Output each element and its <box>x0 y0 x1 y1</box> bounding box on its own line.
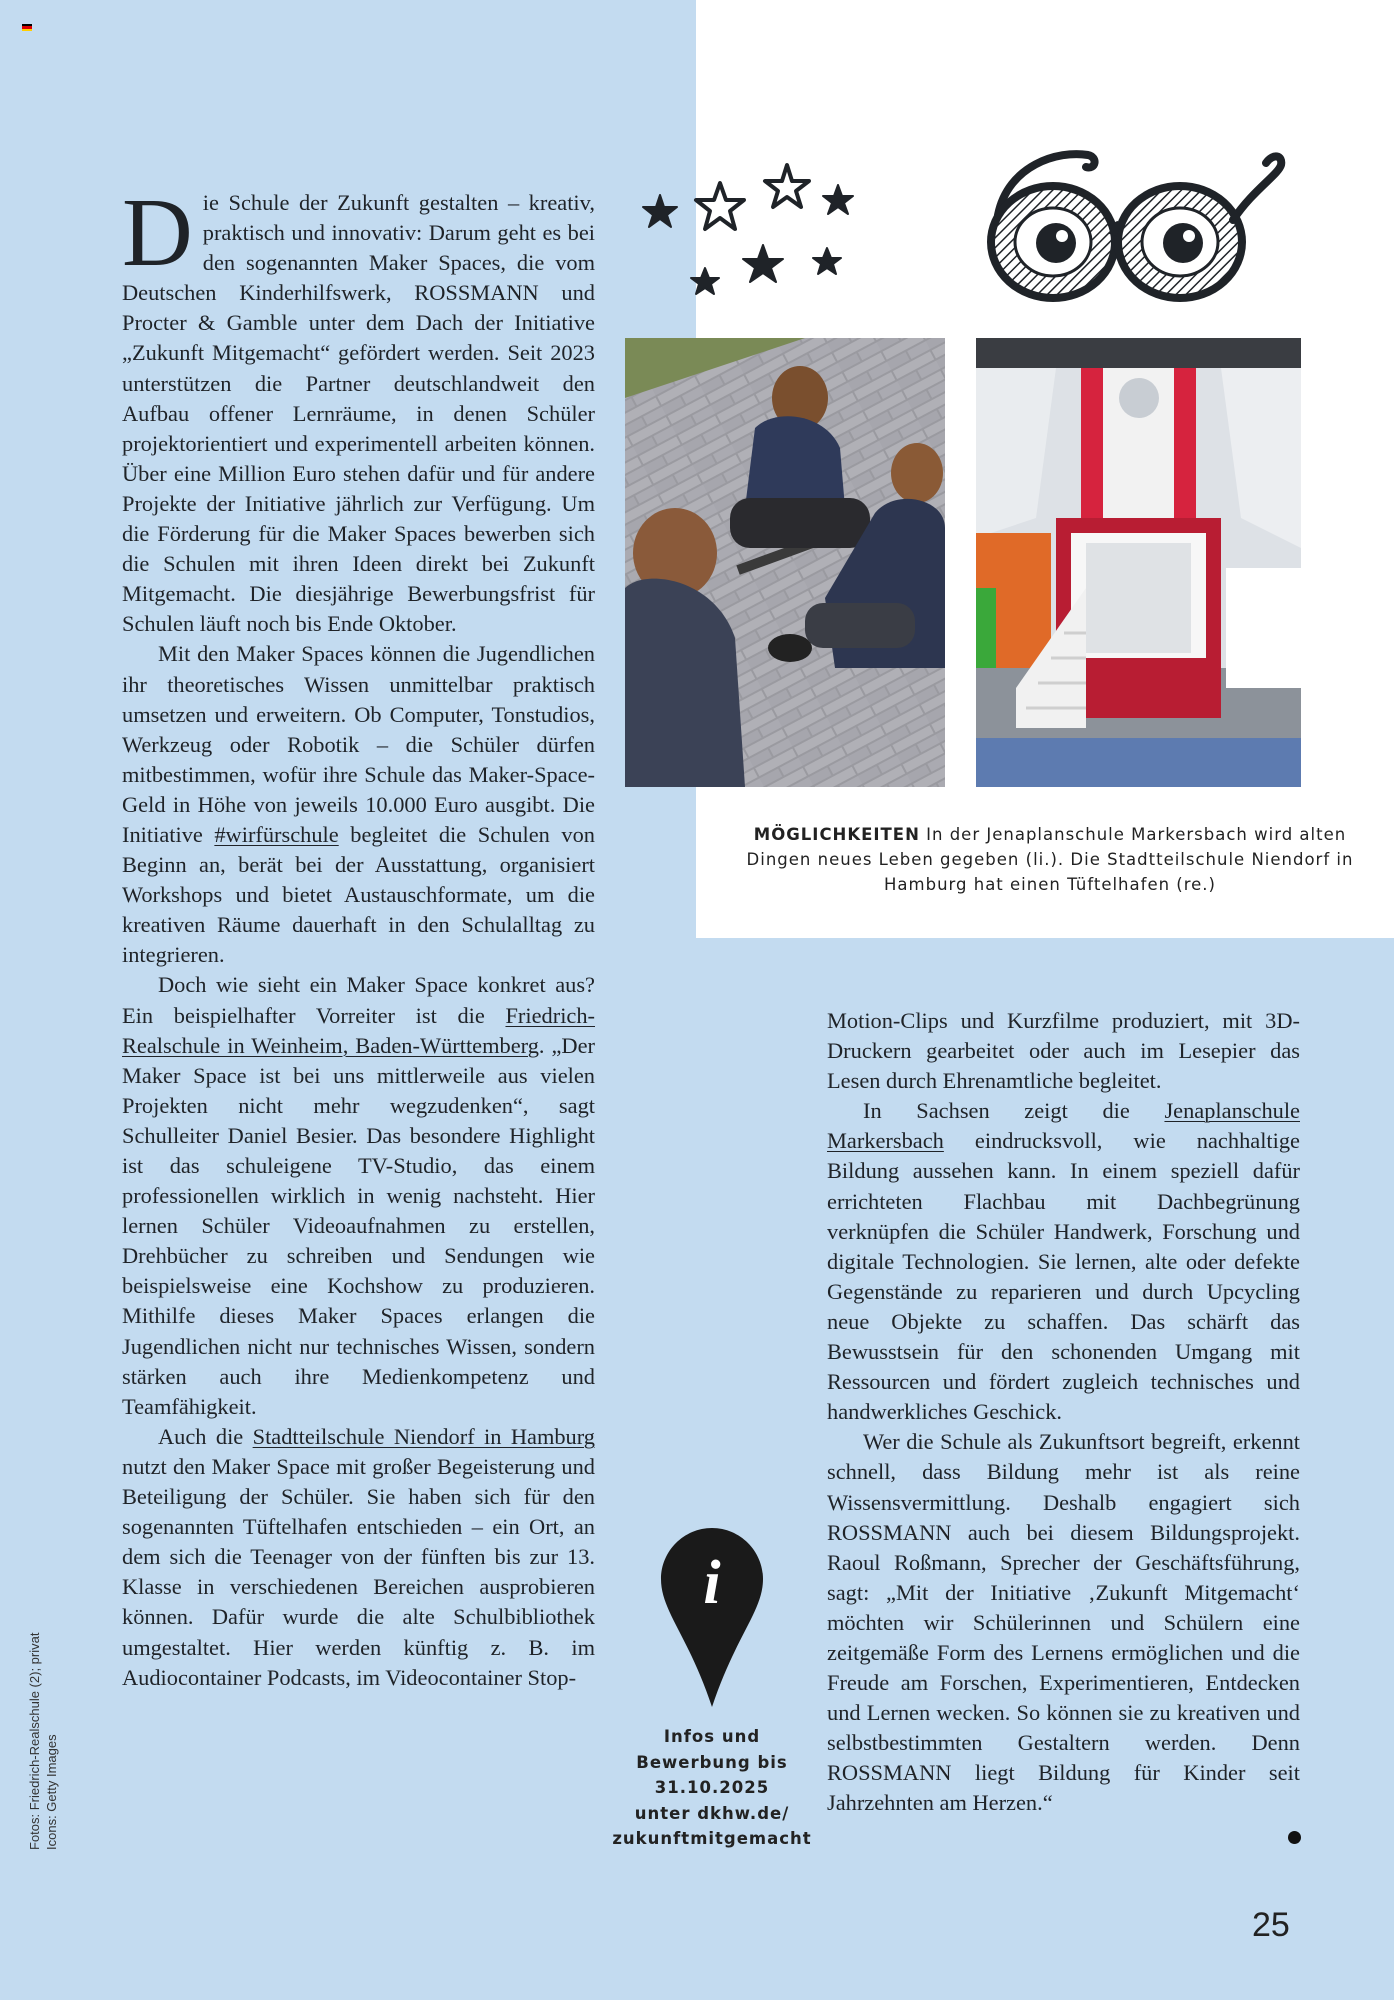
paragraph-text: In Sachsen zeigt die <box>863 1098 1165 1124</box>
photo-credits <box>26 1600 60 1850</box>
article-column-right <box>827 1006 1300 1819</box>
paragraph-intro <box>122 179 595 639</box>
end-mark <box>1288 1831 1301 1844</box>
photo-caption <box>720 822 1380 897</box>
photo-jenaplanschule-students <box>625 338 945 787</box>
paragraph-text: nutzt den Maker Space mit großer Begeisterung und Beteiligung der Schüler. Sie haben sich für den sogenannten Tüftelhafen entschieden – ein Ort, an dem sich die Teenager von der fünften bis zur 13. Klasse in verschiedenen Bereichen ausprobieren können. Dafür wurde die alte Schulbibliothek umgestaltet. Hier werden künftig z. B. im Audiocontainer Podcasts, im Videocontainer Stop- <box>122 1453 595 1690</box>
paragraph-text: . „Der Maker Space ist bei uns mittlerweile aus vielen Projekten nicht mehr wegzudenken“, sagt Schulleiter Daniel Besier. Das besondere Highlight ist das schuleigene TV-Studio, das einem professionellen wirklich in wenig nachsteht. Hier lernen Schüler Videoaufnahmen zu erstellen, Drehbücher zu schreiben und Sendungen wie beispielsweise eine Kochshow zu produzieren. Mithilfe dieses Maker Spaces erlangen die Jugendlichen nicht nur technisches Wissen, sondern stärken auch ihre Medienkompetenz und Teamfähigkeit. <box>122 1032 595 1419</box>
paragraph-niendorf <box>122 1422 595 1693</box>
paragraph-rossmann-quote: Wer die Schule als Zukunftsort begreift, erkennt schnell, dass Bildung mehr ist als reine Wissensvermittlung. Deshalb engagiert sich ROSSMANN auch bei diesem Bildungsprojekt. Raoul Roßmann, Sprecher der Geschäftsführung, sagt: „Mit der Initiative ‚Zukunft Mitgemacht‘ möchten wir Schülerinnen und Schülern eine zeitgemäße Form des Lernens ermöglichen und die Freude am Forschen, Experimentieren, Entdecken und Lernen wecken. So können sie zu kreativen und selbstbestimmten Gestaltern werden. Denn ROSSMANN liegt Bildung für Kinder seit Jahrzehnten am Herzen.“ <box>827 1429 1300 1816</box>
info-line-1: Infos und <box>663 1727 761 1746</box>
paragraph-weinheim <box>122 970 595 1421</box>
stars-doodle-icon <box>640 155 870 305</box>
page-number: 25 <box>1252 1906 1290 1944</box>
caption-text: In der Jenaplanschule Markersbach wird alten Dingen neues Leben gegeben (li.). Die Stadtteilschule Niendorf in Hamburg hat einen Tüftelhafen (re.) <box>746 825 1354 894</box>
paragraph-maker-spaces <box>122 639 595 970</box>
friedrich-realschule-link[interactable]: Friedrich-Realschule in Weinheim, Baden-Württemberg <box>122 1002 595 1058</box>
article-column-left <box>122 179 595 1693</box>
info-deadline: 31.10.2025 <box>654 1778 770 1797</box>
info-url[interactable]: zukunftmitgemacht <box>612 1829 812 1848</box>
photo-tueftelhafen-room <box>976 338 1301 787</box>
paragraph-text: eindrucksvoll, wie nachhaltige Bildung aussehen kann. In einem speziell dafür errichteten Flachbau mit Dachbegrünung verknüpfen die Schüler Handwerk, Forschung und digitale Technologien. Sie lernen, alte oder defekte Gegenstände zu reparieren und durch Upcycling neue Objekte zu schaffen. Das schärft das Bewusstsein für den schonenden Umgang mit Ressourcen und fördert zugleich technisches und handwerkliches Geschick. <box>827 1128 1300 1425</box>
hashtag-link[interactable]: #wirfürschule <box>214 821 339 847</box>
flag-stripe-gold <box>22 29 32 31</box>
paragraph-text: Doch wie sieht ein Maker Space konkret aus? Ein beispielhafter Vorreiter ist die <box>122 972 595 1028</box>
info-pin-icon <box>658 1525 766 1710</box>
stadtteilschule-niendorf-link[interactable]: Stadtteilschule Niendorf in Hamburg <box>252 1423 595 1449</box>
jenaplanschule-link[interactable]: Jenaplanschule Markersbach <box>827 1098 1300 1154</box>
info-letter: i <box>703 1549 721 1617</box>
credit-photos: Fotos: Friedrich-Realschule (2); privat <box>27 1632 42 1850</box>
caption-label: MÖGLICHKEITEN <box>753 825 920 844</box>
paragraph-continued: Motion-Clips und Kurzfilme produziert, mit 3D-Druckern gearbeitet oder auch im Lesepier das Lesen durch Ehrenamtliche begleitet. <box>827 1008 1300 1094</box>
drop-cap: D <box>122 179 193 287</box>
info-line-2: Bewerbung bis <box>636 1752 788 1772</box>
german-flag-icon <box>22 24 32 31</box>
paragraph-markersbach <box>827 1096 1300 1427</box>
paragraph-text: Auch die <box>158 1423 253 1449</box>
glasses-doodle-icon <box>978 145 1298 305</box>
paragraph-text: begleitet die Schulen von Beginn an, berät bei der Ausstattung, organisiert Workshops und bietet Austauschformate, um die kreativen Räume dauerhaft in den Schulalltag zu integrieren. <box>122 821 595 968</box>
info-line-4[interactable]: unter dkhw.de/ <box>634 1803 790 1823</box>
info-box-text <box>610 1724 814 1852</box>
paragraph-intro-text: ie Schule der Zukunft gestalten – kreativ, praktisch und innovativ: Darum geht es bei den sogenannten Maker Spaces, die vom Deutschen Kinderhilfswerk, ROSSMANN und Procter & Gamble unter dem Dach der Initiative „Zukunft Mitgemacht“ gefördert werden. Seit 2023 unterstützen die Partner deutschlandweit den Aufbau offener Lernräume, in denen Schüler projektorientiert und experimentell arbeiten können. Über eine Million Euro stehen dafür und für andere Projekte der Initiative jährlich zur Verfügung. Um die Förderung für die Maker Spaces bewerben sich die Schulen mit ihren Ideen direkt bei Zukunft Mitgemacht. Die diesjährige Bewerbungsfrist für Schulen läuft noch bis Ende Oktober. <box>122 190 595 637</box>
paragraph-text: Mit den Maker Spaces können die Jugendlichen ihr theoretisches Wissen unmittelbar praktisch umsetzen und erweitern. Ob Computer, Tonstudios, Werkzeug oder Robotik – die Schüler dürfen mitbestimmen, wofür ihre Schule das Maker-Space-Geld in Höhe von jeweils 10.000 Euro ausgibt. Die Initiative <box>122 641 595 847</box>
credit-icons: Icons: Getty Images <box>44 1734 59 1850</box>
